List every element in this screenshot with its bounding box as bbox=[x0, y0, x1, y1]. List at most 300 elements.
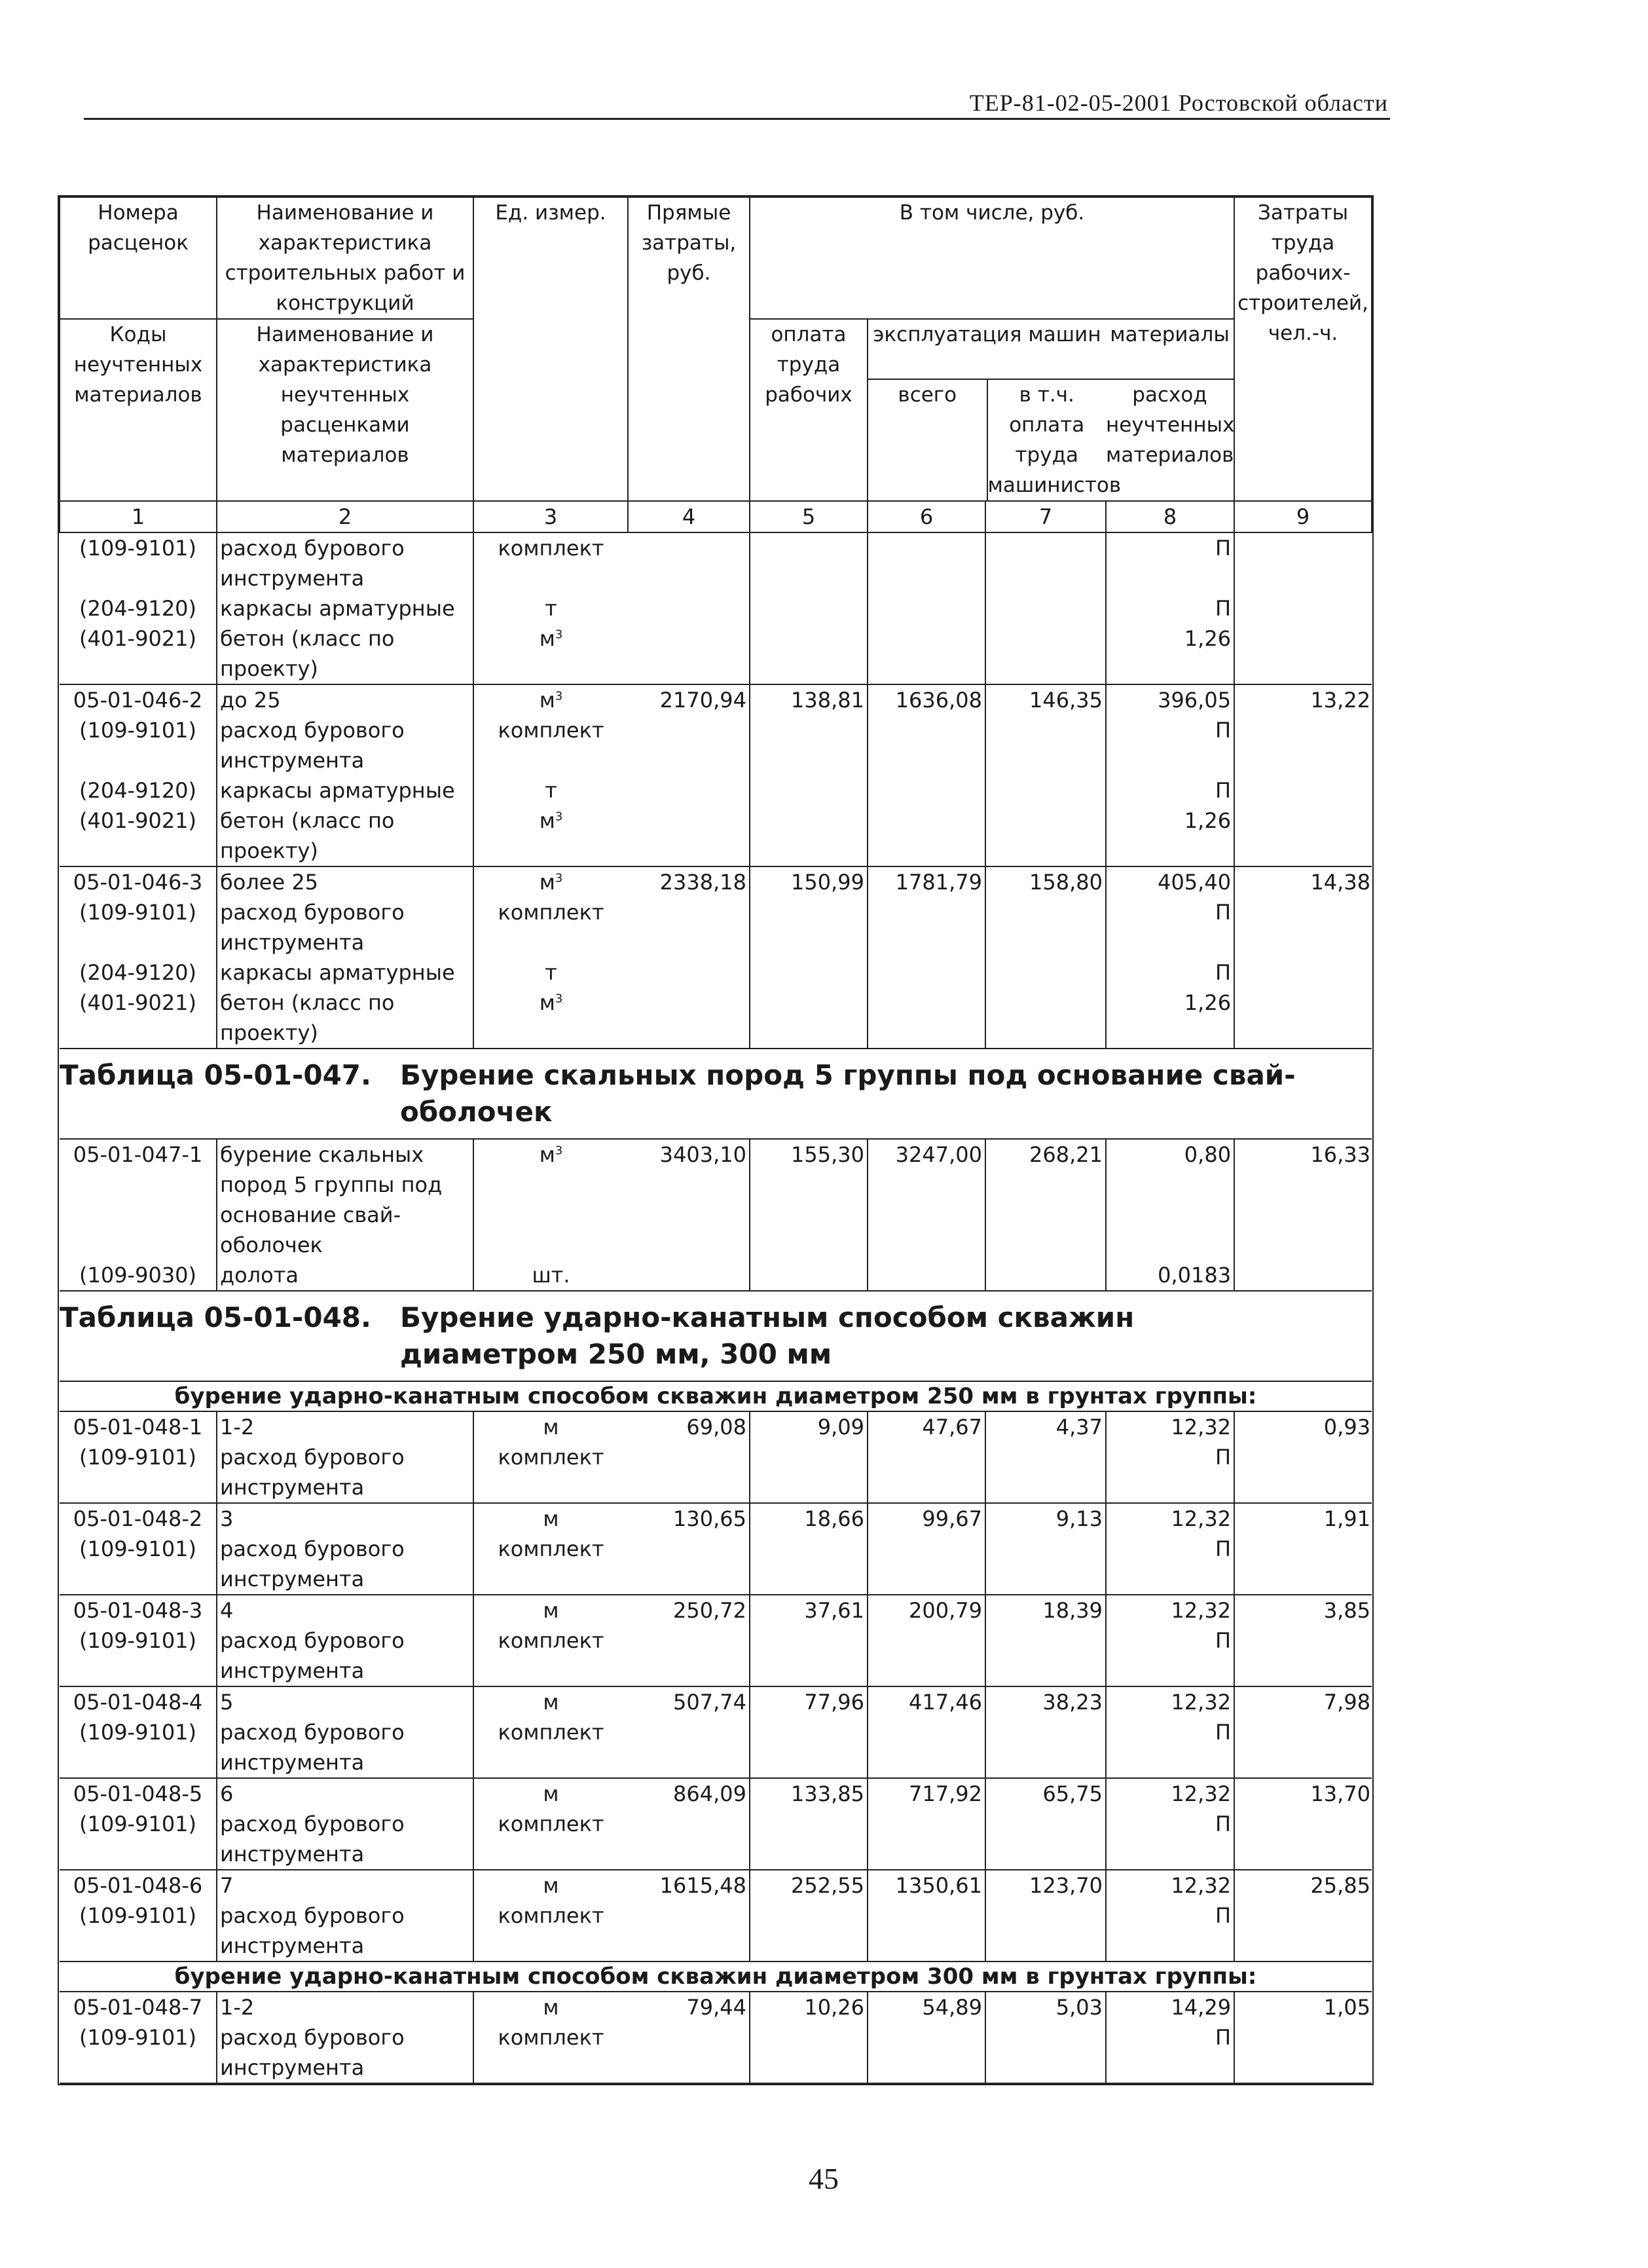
machinist-wages: 38,23 bbox=[985, 1686, 1106, 1717]
resource-row bbox=[60, 1901, 1372, 1961]
materials: 396,05 bbox=[1106, 684, 1234, 715]
labor-costs bbox=[1234, 1260, 1372, 1291]
table-caption-title: Бурение ударно-канатным способом скважин диаметром 250 мм, 300 мм bbox=[400, 1301, 1135, 1370]
direct-costs bbox=[628, 897, 750, 957]
machinist-wages bbox=[985, 775, 1106, 806]
labor-costs bbox=[1234, 957, 1372, 988]
machinist-wages: 268,21 bbox=[985, 1139, 1106, 1260]
direct-costs: 130,65 bbox=[628, 1503, 750, 1534]
rate-row bbox=[60, 1778, 1372, 1809]
rate-code: 05-01-046-2 bbox=[60, 684, 217, 715]
header-material-name: Наименование и характеристика неучтенных расценками материалов bbox=[217, 319, 473, 501]
machinist-wages bbox=[985, 715, 1106, 775]
resource-row bbox=[60, 715, 1372, 775]
machines-total bbox=[868, 1260, 985, 1291]
worker-wages bbox=[750, 1809, 868, 1870]
material-code: (109-9101) bbox=[79, 2025, 197, 2050]
material-name: расход бурового инструмента bbox=[217, 1534, 473, 1595]
header-unit: Ед. измер. bbox=[473, 197, 628, 501]
materials: 12,32 bbox=[1106, 1870, 1234, 1901]
worker-wages bbox=[750, 957, 868, 988]
rates-table bbox=[59, 196, 1372, 2084]
worker-wages bbox=[750, 806, 868, 866]
unit: комплект bbox=[498, 1812, 604, 1836]
machinist-wages bbox=[985, 532, 1106, 593]
material-code: (204-9120) bbox=[79, 960, 197, 985]
column-numbers-row bbox=[60, 501, 1372, 532]
worker-wages bbox=[750, 532, 868, 593]
material-name: расход бурового инструмента bbox=[217, 715, 473, 775]
direct-costs: 69,08 bbox=[628, 1411, 750, 1442]
material-name: расход бурового инструмента bbox=[217, 1717, 473, 1778]
header-labor-costs: Затраты труда рабочих-строителей, чел.-ч. bbox=[1234, 197, 1372, 501]
page-number: 45 bbox=[809, 2162, 839, 2195]
worker-wages: 77,96 bbox=[750, 1686, 868, 1717]
unit: комплект bbox=[498, 718, 604, 743]
rate-code: 05-01-047-1 bbox=[60, 1139, 217, 1260]
worker-wages bbox=[750, 897, 868, 957]
header-unaccounted-materials: расход неучтенных материалов bbox=[1106, 383, 1235, 467]
machinist-wages bbox=[985, 1442, 1106, 1503]
table-caption-number: Таблица 05-01-047. bbox=[60, 1059, 371, 1091]
machinist-wages bbox=[985, 2022, 1106, 2083]
table-caption-number: Таблица 05-01-048. bbox=[60, 1301, 371, 1333]
worker-wages bbox=[750, 623, 868, 684]
unit: $м^3$ bbox=[473, 866, 628, 897]
unit: м bbox=[473, 1411, 628, 1442]
unit: $м^3$ bbox=[473, 1139, 628, 1260]
table-bottom-border bbox=[60, 2083, 1372, 2084]
unit: т bbox=[545, 778, 557, 803]
materials: 1,26 bbox=[1106, 806, 1234, 866]
labor-costs bbox=[1234, 1809, 1372, 1870]
worker-wages bbox=[750, 988, 868, 1049]
labor-costs bbox=[1234, 775, 1372, 806]
materials: П bbox=[1106, 593, 1234, 623]
unit: м bbox=[473, 1595, 628, 1626]
direct-costs: 2170,94 bbox=[628, 684, 750, 715]
worker-wages bbox=[750, 1534, 868, 1595]
labor-costs bbox=[1234, 1901, 1372, 1961]
rate-row bbox=[60, 1139, 1372, 1260]
resource-row bbox=[60, 1534, 1372, 1595]
section-heading: бурение ударно-канатным способом скважин диаметром 300 мм в грунтах группы: bbox=[60, 1961, 1372, 1992]
direct-costs: 507,74 bbox=[628, 1686, 750, 1717]
labor-costs: 16,33 bbox=[1234, 1139, 1372, 1260]
machines-total bbox=[868, 1442, 985, 1503]
resource-row bbox=[60, 2022, 1372, 2083]
machinist-wages bbox=[985, 593, 1106, 623]
materials: 1,26 bbox=[1106, 988, 1234, 1049]
worker-wages: 155,30 bbox=[750, 1139, 868, 1260]
column-number: 5 bbox=[750, 501, 868, 532]
direct-costs: 3403,10 bbox=[628, 1139, 750, 1260]
resource-row bbox=[60, 957, 1372, 988]
machines-total bbox=[868, 775, 985, 806]
direct-costs: 250,72 bbox=[628, 1595, 750, 1626]
direct-costs bbox=[628, 715, 750, 775]
machines-total bbox=[868, 715, 985, 775]
worker-wages: 9,09 bbox=[750, 1411, 868, 1442]
material-code: (109-9101) bbox=[79, 1720, 197, 1745]
header-machine-operation: эксплуатация машин bbox=[868, 320, 1106, 379]
material-code: (204-9120) bbox=[79, 596, 197, 621]
machinist-wages bbox=[985, 806, 1106, 866]
unit: т bbox=[545, 960, 557, 985]
rate-code: 05-01-048-4 bbox=[60, 1686, 217, 1717]
unit: м bbox=[473, 1992, 628, 2022]
machines-total: 200,79 bbox=[868, 1595, 985, 1626]
material-code: (109-9101) bbox=[79, 1903, 197, 1928]
machinist-wages bbox=[985, 1901, 1106, 1961]
machines-total bbox=[868, 623, 985, 684]
materials: П bbox=[1106, 1534, 1234, 1595]
labor-costs: 7,98 bbox=[1234, 1686, 1372, 1717]
column-number: 1 bbox=[60, 501, 217, 532]
unit: комплект bbox=[498, 2025, 604, 2050]
unit: комплект bbox=[498, 900, 604, 925]
labor-costs bbox=[1234, 1626, 1372, 1686]
work-name: до 25 bbox=[217, 684, 473, 715]
machines-total bbox=[868, 988, 985, 1049]
machines-total bbox=[868, 1626, 985, 1686]
resource-row bbox=[60, 775, 1372, 806]
work-name: более 25 bbox=[217, 866, 473, 897]
material-code: (204-9120) bbox=[79, 778, 197, 803]
worker-wages bbox=[750, 775, 868, 806]
labor-costs bbox=[1234, 623, 1372, 684]
direct-costs bbox=[628, 1626, 750, 1686]
worker-wages: 18,66 bbox=[750, 1503, 868, 1534]
machines-total bbox=[868, 2022, 985, 2083]
table-caption-row bbox=[60, 1291, 1372, 1381]
rate-code: 05-01-048-2 bbox=[60, 1503, 217, 1534]
unit: м bbox=[473, 1503, 628, 1534]
machinist-wages: 5,03 bbox=[985, 1992, 1106, 2022]
resource-row bbox=[60, 593, 1372, 623]
direct-costs: 2338,18 bbox=[628, 866, 750, 897]
labor-costs: 14,38 bbox=[1234, 866, 1372, 897]
material-code: (109-9101) bbox=[79, 718, 197, 743]
direct-costs: 864,09 bbox=[628, 1778, 750, 1809]
direct-costs bbox=[628, 988, 750, 1049]
worker-wages bbox=[750, 1901, 868, 1961]
material-name: бетон (класс по проекту) bbox=[217, 806, 473, 866]
resource-row bbox=[60, 623, 1372, 684]
material-code: (109-9101) bbox=[60, 532, 217, 593]
unit: $м^3$ bbox=[539, 808, 563, 833]
table-caption bbox=[60, 1291, 1372, 1381]
machinist-wages: 4,37 bbox=[985, 1411, 1106, 1442]
material-name: каркасы арматурные bbox=[217, 593, 473, 623]
materials: П bbox=[1106, 1626, 1234, 1686]
materials: 12,32 bbox=[1106, 1595, 1234, 1626]
materials: П bbox=[1106, 1901, 1234, 1961]
work-name: 6 bbox=[217, 1778, 473, 1809]
header-including: В том числе, руб. bbox=[750, 197, 1234, 319]
machinist-wages: 65,75 bbox=[985, 1778, 1106, 1809]
direct-costs bbox=[628, 532, 750, 593]
rate-code: 05-01-048-5 bbox=[60, 1778, 217, 1809]
material-name: бетон (класс по проекту) bbox=[217, 623, 473, 684]
labor-costs bbox=[1234, 715, 1372, 775]
material-name: долота bbox=[217, 1260, 473, 1291]
rate-code: 05-01-048-3 bbox=[60, 1595, 217, 1626]
column-number: 4 bbox=[628, 501, 750, 532]
section-heading-row bbox=[60, 1961, 1372, 1992]
unit: т bbox=[545, 596, 557, 621]
header-rate-numbers: Номера расценок bbox=[60, 197, 217, 319]
material-name: расход бурового инструмента bbox=[217, 1626, 473, 1686]
labor-costs bbox=[1234, 1717, 1372, 1778]
machinist-wages: 123,70 bbox=[985, 1870, 1106, 1901]
work-name: бурение скальных пород 5 группы под основание свай-оболочек bbox=[217, 1139, 473, 1260]
worker-wages bbox=[750, 1260, 868, 1291]
resource-row bbox=[60, 532, 1372, 593]
labor-costs: 0,93 bbox=[1234, 1411, 1372, 1442]
materials: П bbox=[1106, 775, 1234, 806]
materials: П bbox=[1106, 957, 1234, 988]
direct-costs: 79,44 bbox=[628, 1992, 750, 2022]
unit: комплект bbox=[498, 1628, 604, 1653]
section-heading: бурение ударно-канатным способом скважин диаметром 250 мм в грунтах группы: bbox=[60, 1381, 1372, 1411]
worker-wages: 10,26 bbox=[750, 1992, 868, 2022]
rate-code: 05-01-046-3 bbox=[60, 866, 217, 897]
resource-row bbox=[60, 897, 1372, 957]
material-name: каркасы арматурные bbox=[217, 957, 473, 988]
direct-costs bbox=[628, 1260, 750, 1291]
labor-costs: 13,70 bbox=[1234, 1778, 1372, 1809]
worker-wages: 138,81 bbox=[750, 684, 868, 715]
machinist-wages bbox=[985, 897, 1106, 957]
machines-total: 1636,08 bbox=[868, 684, 985, 715]
unit: комплект bbox=[498, 1720, 604, 1745]
machines-total bbox=[868, 1717, 985, 1778]
header-divider bbox=[84, 118, 1390, 120]
header-machinist-wages: в т.ч. оплата труда машинистов bbox=[987, 383, 1122, 497]
material-name: бетон (класс по проекту) bbox=[217, 988, 473, 1049]
materials: 14,29 bbox=[1106, 1992, 1234, 2022]
table-caption bbox=[60, 1049, 1372, 1139]
materials: 12,32 bbox=[1106, 1686, 1234, 1717]
machines-total: 1781,79 bbox=[868, 866, 985, 897]
work-name: 4 bbox=[217, 1595, 473, 1626]
rate-code: 05-01-048-1 bbox=[60, 1411, 217, 1442]
rate-row bbox=[60, 1992, 1372, 2022]
column-number: 9 bbox=[1234, 501, 1372, 532]
materials: 0,80 bbox=[1106, 1139, 1234, 1260]
labor-costs bbox=[1234, 897, 1372, 957]
materials: П bbox=[1106, 715, 1234, 775]
header-machines-total: всего bbox=[868, 379, 987, 500]
rate-row bbox=[60, 866, 1372, 897]
machines-total: 717,92 bbox=[868, 1778, 985, 1809]
material-name: расход бурового инструмента bbox=[217, 1901, 473, 1961]
materials: 0,0183 bbox=[1106, 1260, 1234, 1291]
machines-total bbox=[868, 593, 985, 623]
machinist-wages bbox=[985, 1534, 1106, 1595]
materials: П bbox=[1106, 897, 1234, 957]
direct-costs bbox=[628, 2022, 750, 2083]
material-code: (109-9101) bbox=[79, 1628, 197, 1653]
worker-wages bbox=[750, 593, 868, 623]
header-work-name: Наименование и характеристика строительных работ и конструкций bbox=[217, 197, 473, 319]
section-heading-row bbox=[60, 1381, 1372, 1411]
machines-total bbox=[868, 1809, 985, 1870]
labor-costs bbox=[1234, 806, 1372, 866]
machinist-wages bbox=[985, 1260, 1106, 1291]
header-materials: материалы bbox=[1106, 320, 1234, 379]
labor-costs: 1,05 bbox=[1234, 1992, 1372, 2022]
unit: м bbox=[473, 1778, 628, 1809]
unit: комплект bbox=[498, 1536, 604, 1561]
labor-costs bbox=[1234, 2022, 1372, 2083]
unit: шт. bbox=[532, 1263, 570, 1288]
materials: 1,26 bbox=[1106, 623, 1234, 684]
labor-costs bbox=[1234, 532, 1372, 593]
material-name: расход бурового инструмента bbox=[217, 1442, 473, 1503]
material-name: расход бурового инструмента bbox=[217, 897, 473, 957]
materials: П bbox=[1106, 1717, 1234, 1778]
materials: П bbox=[1106, 1809, 1234, 1870]
work-name: 3 bbox=[217, 1503, 473, 1534]
unit: комплект bbox=[498, 1903, 604, 1928]
table-header-row bbox=[60, 197, 1372, 319]
rate-row bbox=[60, 684, 1372, 715]
column-number: 7 bbox=[985, 501, 1106, 532]
resource-row bbox=[60, 1809, 1372, 1870]
machinist-wages bbox=[985, 957, 1106, 988]
work-name: 5 bbox=[217, 1686, 473, 1717]
labor-costs bbox=[1234, 1442, 1372, 1503]
machines-total bbox=[868, 1901, 985, 1961]
direct-costs bbox=[628, 775, 750, 806]
worker-wages bbox=[750, 715, 868, 775]
column-number: 6 bbox=[868, 501, 985, 532]
materials: 12,32 bbox=[1106, 1411, 1234, 1442]
machines-total bbox=[868, 897, 985, 957]
machinist-wages bbox=[985, 1626, 1106, 1686]
direct-costs bbox=[628, 1534, 750, 1595]
unit: м bbox=[473, 1686, 628, 1717]
materials: П bbox=[1106, 2022, 1234, 2083]
direct-costs bbox=[628, 957, 750, 988]
rate-code: 05-01-048-6 bbox=[60, 1870, 217, 1901]
rate-row bbox=[60, 1411, 1372, 1442]
material-name: расход бурового инструмента bbox=[217, 2022, 473, 2083]
worker-wages bbox=[750, 1442, 868, 1503]
machines-total bbox=[868, 806, 985, 866]
direct-costs bbox=[628, 1717, 750, 1778]
materials: 12,32 bbox=[1106, 1778, 1234, 1809]
resource-row bbox=[60, 1260, 1372, 1291]
machinist-wages bbox=[985, 1717, 1106, 1778]
materials: П bbox=[1106, 1442, 1234, 1503]
labor-costs: 3,85 bbox=[1234, 1595, 1372, 1626]
labor-costs: 1,91 bbox=[1234, 1503, 1372, 1534]
machines-total: 417,46 bbox=[868, 1686, 985, 1717]
direct-costs: 1615,48 bbox=[628, 1870, 750, 1901]
worker-wages: 150,99 bbox=[750, 866, 868, 897]
material-name: расход бурового инструмента bbox=[217, 532, 473, 593]
machinist-wages: 18,39 bbox=[985, 1595, 1106, 1626]
worker-wages: 37,61 bbox=[750, 1595, 868, 1626]
resource-row bbox=[60, 1442, 1372, 1503]
column-number: 2 bbox=[217, 501, 473, 532]
machinist-wages bbox=[985, 623, 1106, 684]
worker-wages: 252,55 bbox=[750, 1870, 868, 1901]
column-number: 8 bbox=[1106, 501, 1234, 532]
material-code: (109-9101) bbox=[79, 1812, 197, 1836]
material-code: (401-9021) bbox=[79, 626, 197, 651]
worker-wages: 133,85 bbox=[750, 1778, 868, 1809]
labor-costs: 13,22 bbox=[1234, 684, 1372, 715]
machines-total: 1350,61 bbox=[868, 1870, 985, 1901]
work-name: 1-2 bbox=[217, 1411, 473, 1442]
labor-costs: 25,85 bbox=[1234, 1870, 1372, 1901]
worker-wages bbox=[750, 1626, 868, 1686]
materials: П bbox=[1106, 532, 1234, 593]
unit: $м^3$ bbox=[539, 990, 563, 1015]
worker-wages bbox=[750, 2022, 868, 2083]
column-number: 3 bbox=[473, 501, 628, 532]
material-code: (401-9021) bbox=[79, 808, 197, 833]
rate-row bbox=[60, 1686, 1372, 1717]
direct-costs bbox=[628, 623, 750, 684]
labor-costs bbox=[1234, 593, 1372, 623]
machines-total: 47,67 bbox=[868, 1411, 985, 1442]
resource-row bbox=[60, 988, 1372, 1049]
machines-total bbox=[868, 532, 985, 593]
machines-total: 54,89 bbox=[868, 1992, 985, 2022]
document-header-title: ТЕР-81-02-05-2001 Ростовской области bbox=[969, 90, 1388, 116]
material-name: каркасы арматурные bbox=[217, 775, 473, 806]
resource-row bbox=[60, 1717, 1372, 1778]
resource-row bbox=[60, 1626, 1372, 1686]
machinist-wages: 158,80 bbox=[985, 866, 1106, 897]
machines-total: 3247,00 bbox=[868, 1139, 985, 1260]
machinist-wages bbox=[985, 1809, 1106, 1870]
worker-wages bbox=[750, 1717, 868, 1778]
unit: комплект bbox=[473, 532, 628, 593]
machines-total bbox=[868, 957, 985, 988]
direct-costs bbox=[628, 1442, 750, 1503]
machinist-wages bbox=[985, 988, 1106, 1049]
unit: $м^3$ bbox=[473, 684, 628, 715]
machines-total: 99,67 bbox=[868, 1503, 985, 1534]
machinist-wages: 146,35 bbox=[985, 684, 1106, 715]
material-code: (109-9101) bbox=[79, 1445, 197, 1470]
machines-total bbox=[868, 1534, 985, 1595]
header-material-codes: Коды неучтенных материалов bbox=[60, 319, 217, 501]
material-code: (401-9021) bbox=[79, 990, 197, 1015]
material-code: (109-9101) bbox=[79, 1536, 197, 1561]
header-worker-wages: оплата труда рабочих bbox=[750, 319, 868, 501]
resource-row bbox=[60, 806, 1372, 866]
work-name: 1-2 bbox=[217, 1992, 473, 2022]
material-code: (109-9030) bbox=[79, 1263, 197, 1288]
unit: м bbox=[473, 1870, 628, 1901]
table-caption-row bbox=[60, 1049, 1372, 1139]
work-name: 7 bbox=[217, 1870, 473, 1901]
material-name: расход бурового инструмента bbox=[217, 1809, 473, 1870]
machinist-wages: 9,13 bbox=[985, 1503, 1106, 1534]
direct-costs bbox=[628, 593, 750, 623]
labor-costs bbox=[1234, 1534, 1372, 1595]
direct-costs bbox=[628, 1809, 750, 1870]
rate-row bbox=[60, 1595, 1372, 1626]
material-code: (109-9101) bbox=[79, 900, 197, 925]
